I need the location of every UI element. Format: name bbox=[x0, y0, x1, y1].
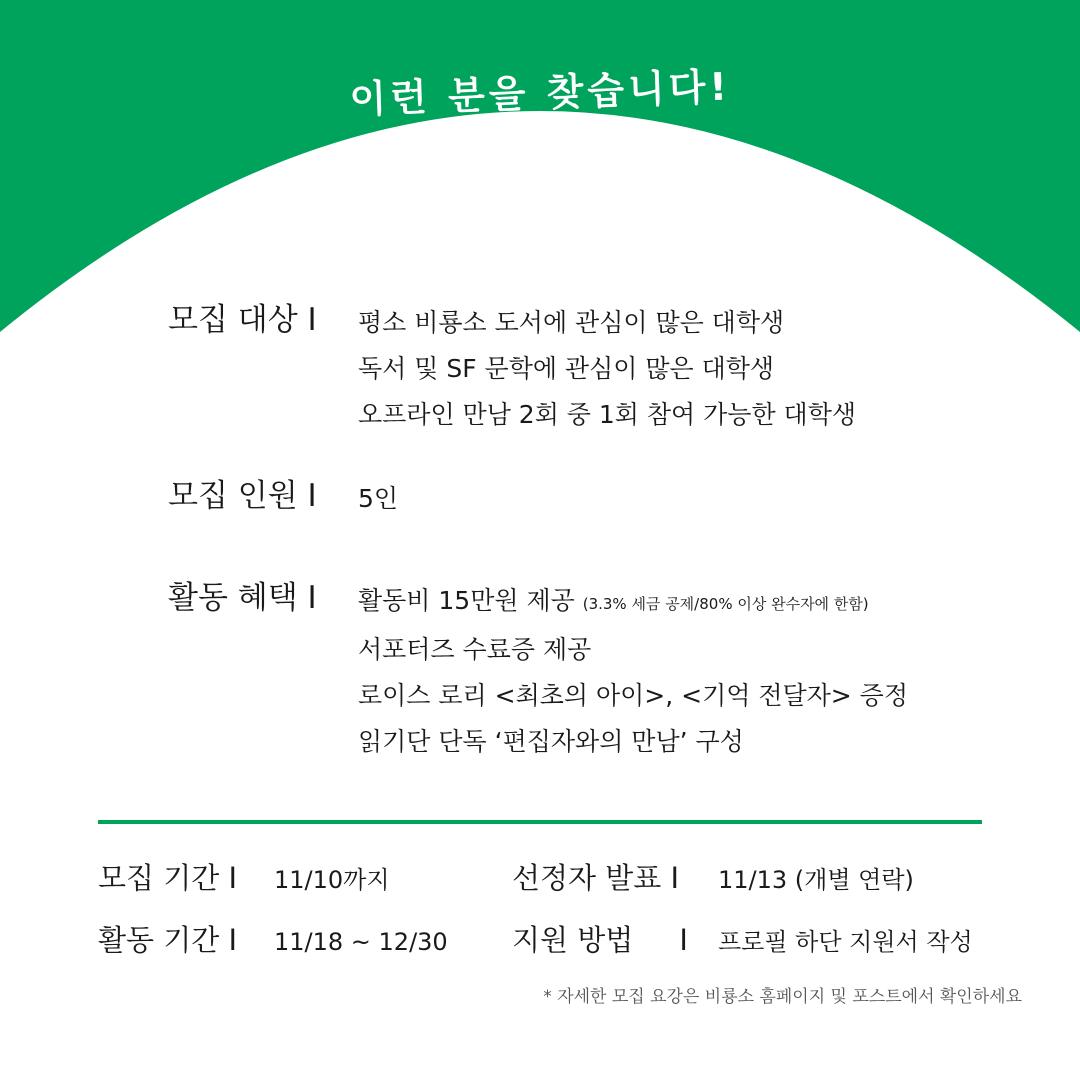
section-label: 모집 인원 I bbox=[168, 478, 317, 514]
divider bbox=[98, 820, 982, 824]
info-recruit-period bbox=[98, 856, 390, 897]
info-value: 프로필 하단 지원서 작성 bbox=[718, 928, 973, 956]
section-items bbox=[358, 300, 988, 438]
section-items bbox=[358, 476, 988, 522]
footnote: * 자세한 모집 요강은 비룡소 홈페이지 및 포스트에서 확인하세요 bbox=[543, 987, 1022, 1007]
section-items bbox=[358, 578, 988, 765]
section-label: 활동 혜택 I bbox=[168, 580, 317, 616]
info-label: 선정자 발표 I bbox=[512, 861, 680, 895]
section-target bbox=[168, 300, 988, 438]
list-item: 평소 비룡소 도서에 관심이 많은 대학생 bbox=[358, 308, 785, 337]
list-item: 오프라인 만남 2회 중 1회 참여 가능한 대학생 bbox=[358, 400, 856, 429]
section-benefits bbox=[168, 578, 988, 765]
benefit-note: (3.3% 세금 공제/80% 이상 완수자에 한함) bbox=[582, 595, 869, 613]
info-value: 11/13 (개별 연락) bbox=[718, 866, 914, 894]
list-item: 독서 및 SF 문학에 관심이 많은 대학생 bbox=[358, 354, 775, 383]
info-apply-method bbox=[512, 918, 973, 959]
info-label: 활동 기간 I bbox=[98, 923, 238, 957]
list-item: 서포터즈 수료증 제공 bbox=[358, 635, 592, 664]
benefit-main-text: 활동비 15만원 제공 bbox=[358, 586, 575, 615]
section-label: 모집 대상 I bbox=[168, 302, 317, 338]
info-label: 지원 방법 I bbox=[512, 923, 688, 957]
info-value: 11/10까지 bbox=[274, 866, 390, 894]
headline: 이런 분을 찾습니다! bbox=[348, 64, 732, 122]
list-item bbox=[358, 578, 988, 627]
info-value: 11/18 ~ 12/30 bbox=[274, 928, 448, 956]
list-item: 로이스 로리 <최초의 아이>, <기억 전달자> 증정 bbox=[358, 681, 908, 710]
info-announcement bbox=[512, 856, 914, 897]
section-headcount bbox=[168, 476, 988, 522]
list-item: 5인 bbox=[358, 484, 399, 513]
info-label: 모집 기간 I bbox=[98, 861, 238, 895]
list-item: 읽기단 단독 ‘편집자와의 만남’ 구성 bbox=[358, 727, 744, 756]
info-activity-period bbox=[98, 918, 448, 959]
